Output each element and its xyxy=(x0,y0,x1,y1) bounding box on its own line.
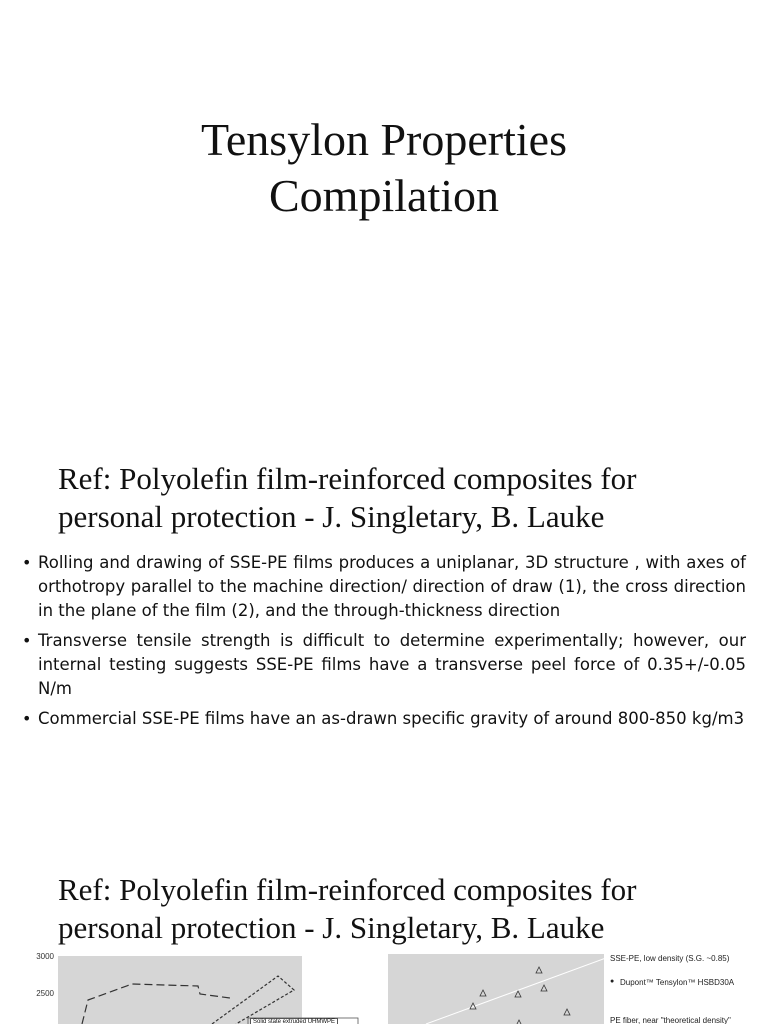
bullet-dot-icon: • xyxy=(22,553,32,572)
figure-left xyxy=(22,948,372,1024)
figure-right xyxy=(386,948,768,1024)
reference-heading-1-line-2: personal protection - J. Singletary, B. Lauke xyxy=(58,499,605,534)
bullet-text: Rolling and drawing of SSE-PE films produces a uniplanar, 3D structure , with axes of orthotropy parallel to the machine direction/ direction of draw (1), the cross direction in the plane of the film (2), and the through-thickness direction xyxy=(38,553,746,620)
triangle-icon xyxy=(541,985,547,991)
slide-title-line-1: Tensylon Properties xyxy=(200,114,567,165)
bullet-list xyxy=(22,551,746,737)
y-tick-label: 2500 xyxy=(36,989,54,998)
scatter-markers xyxy=(386,948,606,1024)
slide-title xyxy=(0,112,768,224)
triangle-icon xyxy=(564,1009,570,1015)
triangle-icon xyxy=(515,991,521,997)
bullet-text: Transverse tensile strength is difficult to determine experimentally; however, our internal testing suggests SSE-PE films have a transverse peel force of 0.35+/-0.05 N/m xyxy=(38,631,746,698)
bullet-item xyxy=(22,707,746,731)
reference-heading-2-line-2: personal protection - J. Singletary, B. Lauke xyxy=(58,910,605,945)
legend-entry: Dupont™ Tensylon™ HSBD30A xyxy=(620,978,735,987)
bullet-dot-icon: • xyxy=(22,709,32,728)
dotted-region-outline xyxy=(212,976,294,1024)
region-outlines xyxy=(22,948,372,1024)
triangle-icon xyxy=(536,967,542,973)
legend-entry: PE fiber, near "theoretical density" xyxy=(610,1016,731,1024)
y-tick-label: 3000 xyxy=(36,952,54,961)
bullet-item xyxy=(22,629,746,701)
legend-entry: SSE-PE, low density (S.G. ~0.85) xyxy=(610,954,730,963)
callout-label: Solid state extruded UHMWPE xyxy=(250,1018,338,1024)
triangle-icon xyxy=(480,990,486,996)
reference-heading-2-line-1: Ref: Polyolefin film-reinforced composites for xyxy=(58,872,637,907)
bullet-dot-icon: • xyxy=(22,631,32,650)
reference-heading-1 xyxy=(58,460,718,536)
reference-heading-1-line-1: Ref: Polyolefin film-reinforced composites for xyxy=(58,461,637,496)
bullet-item xyxy=(22,551,746,623)
slide-title-line-2: Compilation xyxy=(269,170,499,221)
dashed-region-outline xyxy=(82,984,230,1024)
triangle-icon xyxy=(516,1020,522,1024)
filled-circle-icon: ● xyxy=(610,978,615,985)
reference-line xyxy=(426,958,606,1024)
bullet-text: Commercial SSE-PE films have an as-drawn specific gravity of around 800-850 kg/m3 xyxy=(38,709,745,728)
reference-heading-2 xyxy=(58,871,718,947)
